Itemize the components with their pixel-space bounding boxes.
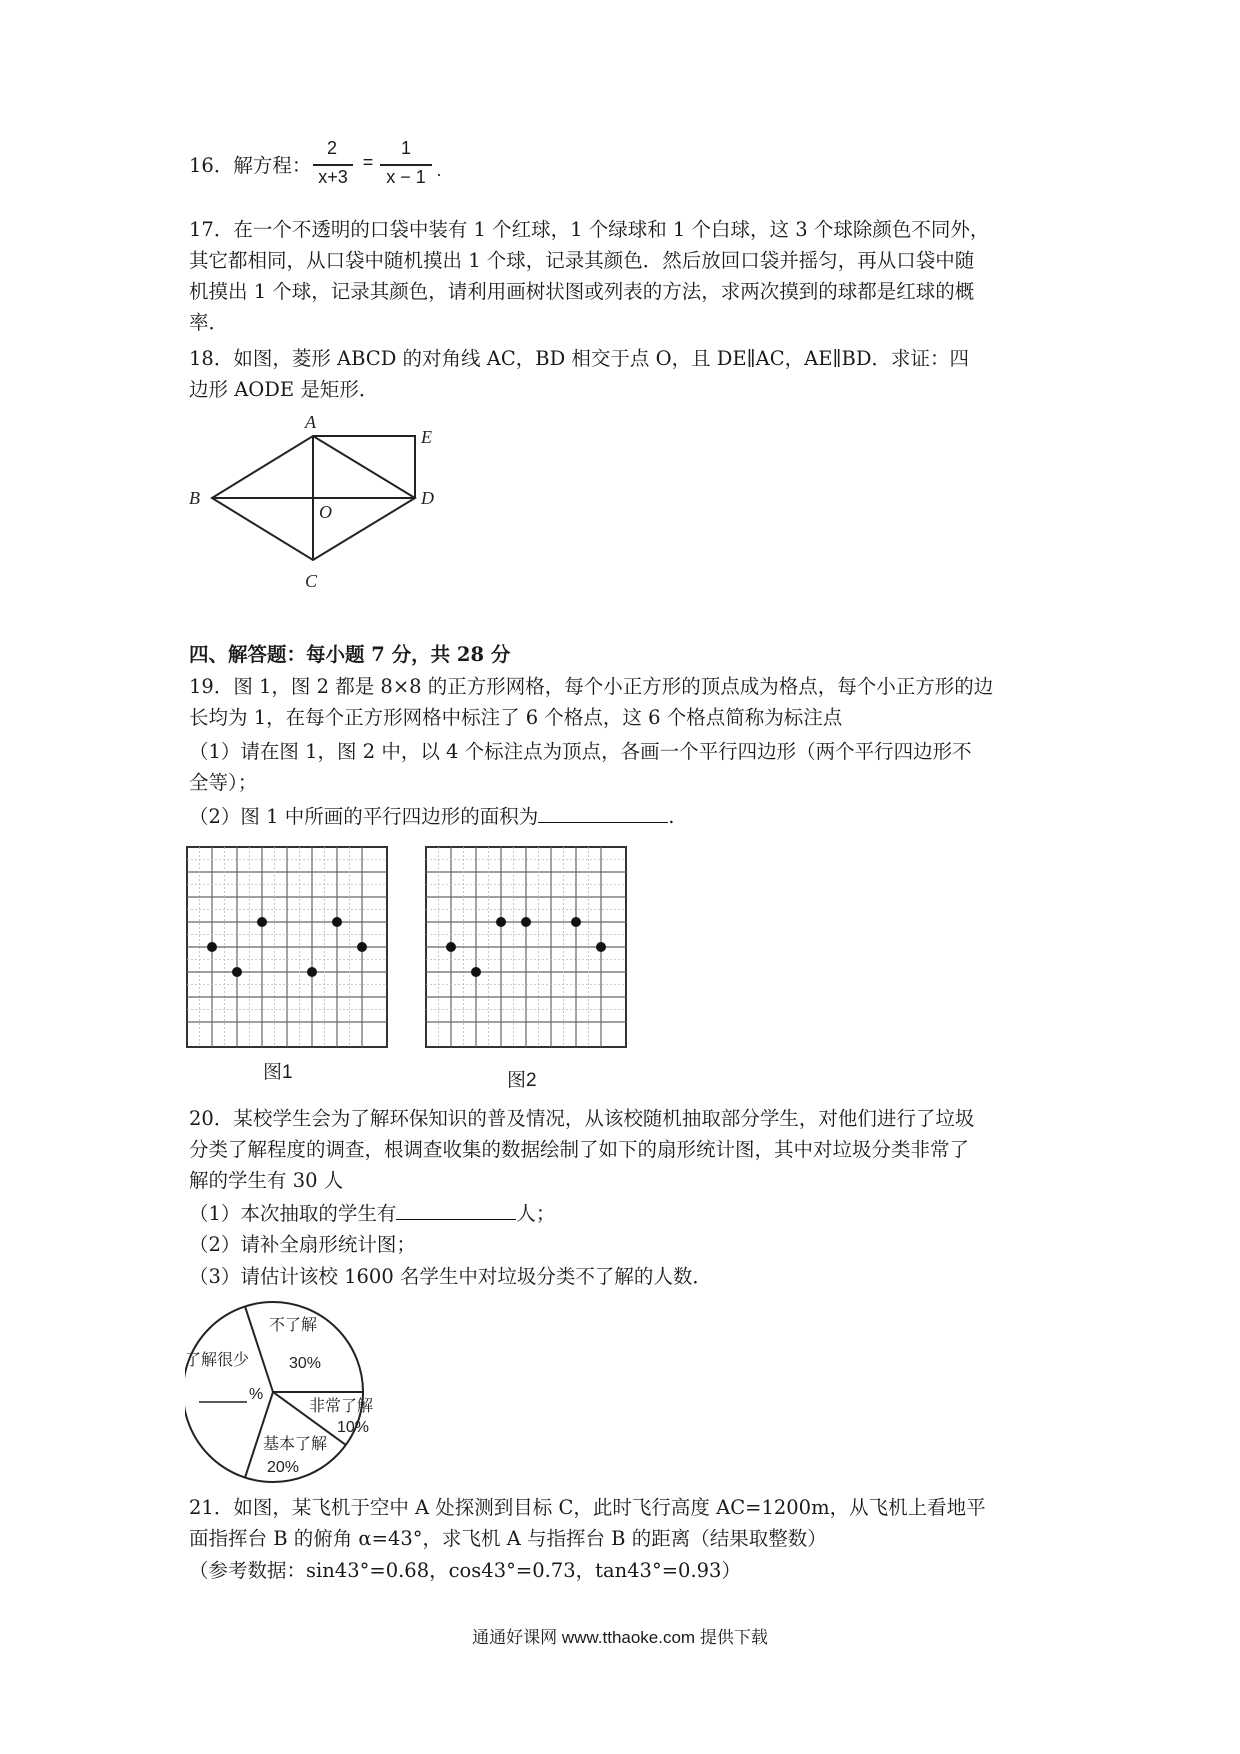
q21-line-2: 面指挥台 B 的俯角 α=43°，求飞机 A 与指挥台 B 的距离（结果取整数） — [189, 1527, 827, 1550]
q16-lhs-fraction-bar — [313, 164, 353, 166]
grid-1-caption: 图1 — [263, 1062, 293, 1083]
q20-part-1 — [189, 1199, 555, 1229]
q19-answer-blank[interactable] — [538, 802, 668, 823]
grid-2-caption: 图2 — [507, 1070, 537, 1091]
slice-label-liaojiehenshao: 了解很少 — [185, 1352, 250, 1369]
q16-prefix: 16．解方程： — [189, 154, 312, 177]
label-a: A — [305, 412, 316, 432]
q20-line-1: 20．某校学生会为了解环保知识的普及情况，从该校随机抽取部分学生，对他们进行了垃圾 — [189, 1107, 975, 1130]
grid-marked-point — [357, 942, 367, 952]
q20-line-2: 分类了解程度的调查，根调查收集的数据绘制了如下的扇形统计图，其中对垃圾分类非常了 — [189, 1138, 970, 1161]
q17-line-2: 其它都相同，从口袋中随机摸出 1 个球，记录其颜色．然后放回口袋并摇匀，再从口袋中随 — [189, 249, 975, 272]
grid-marked-point — [571, 917, 581, 927]
q19-line-3: （1）请在图 1，图 2 中，以 4 个标注点为顶点，各画一个平行四边形（两个平行四边形不 — [189, 740, 972, 763]
q21-line-1: 21．如图，某飞机于空中 A 处探测到目标 C，此时飞行高度 AC=1200m，从飞机上看地平 — [189, 1496, 986, 1519]
grid-marked-point — [307, 967, 317, 977]
q19-line-1: 19．图 1，图 2 都是 8×8 的正方形网格，每个小正方形的顶点成为格点，每个小正方形的边 — [189, 675, 994, 698]
grid-marked-point — [471, 967, 481, 977]
grid-marked-point — [521, 917, 531, 927]
slice-label-jibenliaojie: 基本了解 — [263, 1436, 328, 1453]
q16-lhs-numerator: 2 — [326, 138, 337, 158]
q16-rhs-numerator: 1 — [400, 138, 411, 158]
q17-line-3: 机摸出 1 个球，记录其颜色，请利用画树状图或列表的方法，求两次摸到的球都是红球的概 — [189, 280, 975, 303]
grid-marked-point — [446, 942, 456, 952]
q21-line-3: （参考数据：sin43°=0.68，cos43°=0.73，tan43°=0.93） — [189, 1559, 741, 1582]
q20-part-3: （3）请估计该校 1600 名学生中对垃圾分类不了解的人数． — [189, 1265, 712, 1288]
label-d: D — [421, 488, 434, 508]
q19-part-2 — [189, 802, 674, 832]
section-4-title: 四、解答题：每小题 7 分，共 28 分 — [189, 643, 511, 666]
q16-rhs-denominator: x − 1 — [386, 167, 426, 187]
grid-figure-2 — [424, 845, 629, 1050]
q19-part-2-prefix: （2）图 1 中所画的平行四边形的面积为 — [189, 805, 539, 828]
q20-part-1-prefix: （1）本次抽取的学生有 — [189, 1202, 397, 1225]
q16-period: . — [436, 160, 442, 180]
slice-value-feichangliaojie: 10% — [337, 1419, 370, 1436]
grid-marked-point — [232, 967, 242, 977]
label-b: B — [189, 488, 200, 508]
q17-line-1: 17．在一个不透明的口袋中装有 1 个红球，1 个绿球和 1 个白球，这 3 个球除颜色不同外， — [189, 218, 990, 241]
label-o: O — [319, 502, 332, 522]
grid-marked-point — [596, 942, 606, 952]
slice-value-jibenliaojie: 20% — [267, 1459, 300, 1476]
q19-line-2: 长均为 1，在每个正方形网格中标注了 6 个格点，这 6 个格点简称为标注点 — [189, 706, 843, 729]
label-c: C — [305, 571, 318, 591]
pie-chart — [185, 1300, 395, 1485]
q17-line-4: 率． — [189, 311, 229, 334]
slice-value-liaojiehenshao: % — [249, 1386, 264, 1403]
q18-line-2: 边形 AODE 是矩形． — [189, 378, 379, 401]
grid-marked-point — [207, 942, 217, 952]
q16-equals: = — [362, 152, 374, 172]
q19-line-4: 全等）； — [189, 771, 258, 794]
rhombus-figure — [185, 410, 455, 600]
q16-rhs-fraction-bar — [380, 164, 432, 166]
label-e: E — [421, 427, 432, 447]
slice-value-buliaojie: 30% — [289, 1355, 322, 1372]
grid-marked-point — [257, 917, 267, 927]
q16-lhs-denominator: x+3 — [318, 167, 348, 187]
q20-part-2: （2）请补全扇形统计图； — [189, 1233, 416, 1256]
q20-line-3: 解的学生有 30 人 — [189, 1169, 344, 1192]
grid-marked-point — [496, 917, 506, 927]
q20-answer-blank[interactable] — [396, 1199, 516, 1220]
grid-marked-point — [332, 917, 342, 927]
grid-figure-1 — [185, 845, 390, 1050]
q18-line-1: 18．如图，菱形 ABCD 的对角线 AC，BD 相交于点 O，且 DE∥AC，AE∥BD．求证：四 — [189, 347, 969, 370]
q19-part-2-suffix: . — [668, 805, 675, 828]
page-footer: 通通好课网 www.tthaoke.com 提供下载 — [472, 1628, 768, 1647]
slice-label-feichangliaojie: 非常了解 — [309, 1398, 374, 1415]
slice-label-buliaojie: 不了解 — [269, 1317, 318, 1334]
q20-part-1-suffix: 人； — [516, 1202, 556, 1225]
